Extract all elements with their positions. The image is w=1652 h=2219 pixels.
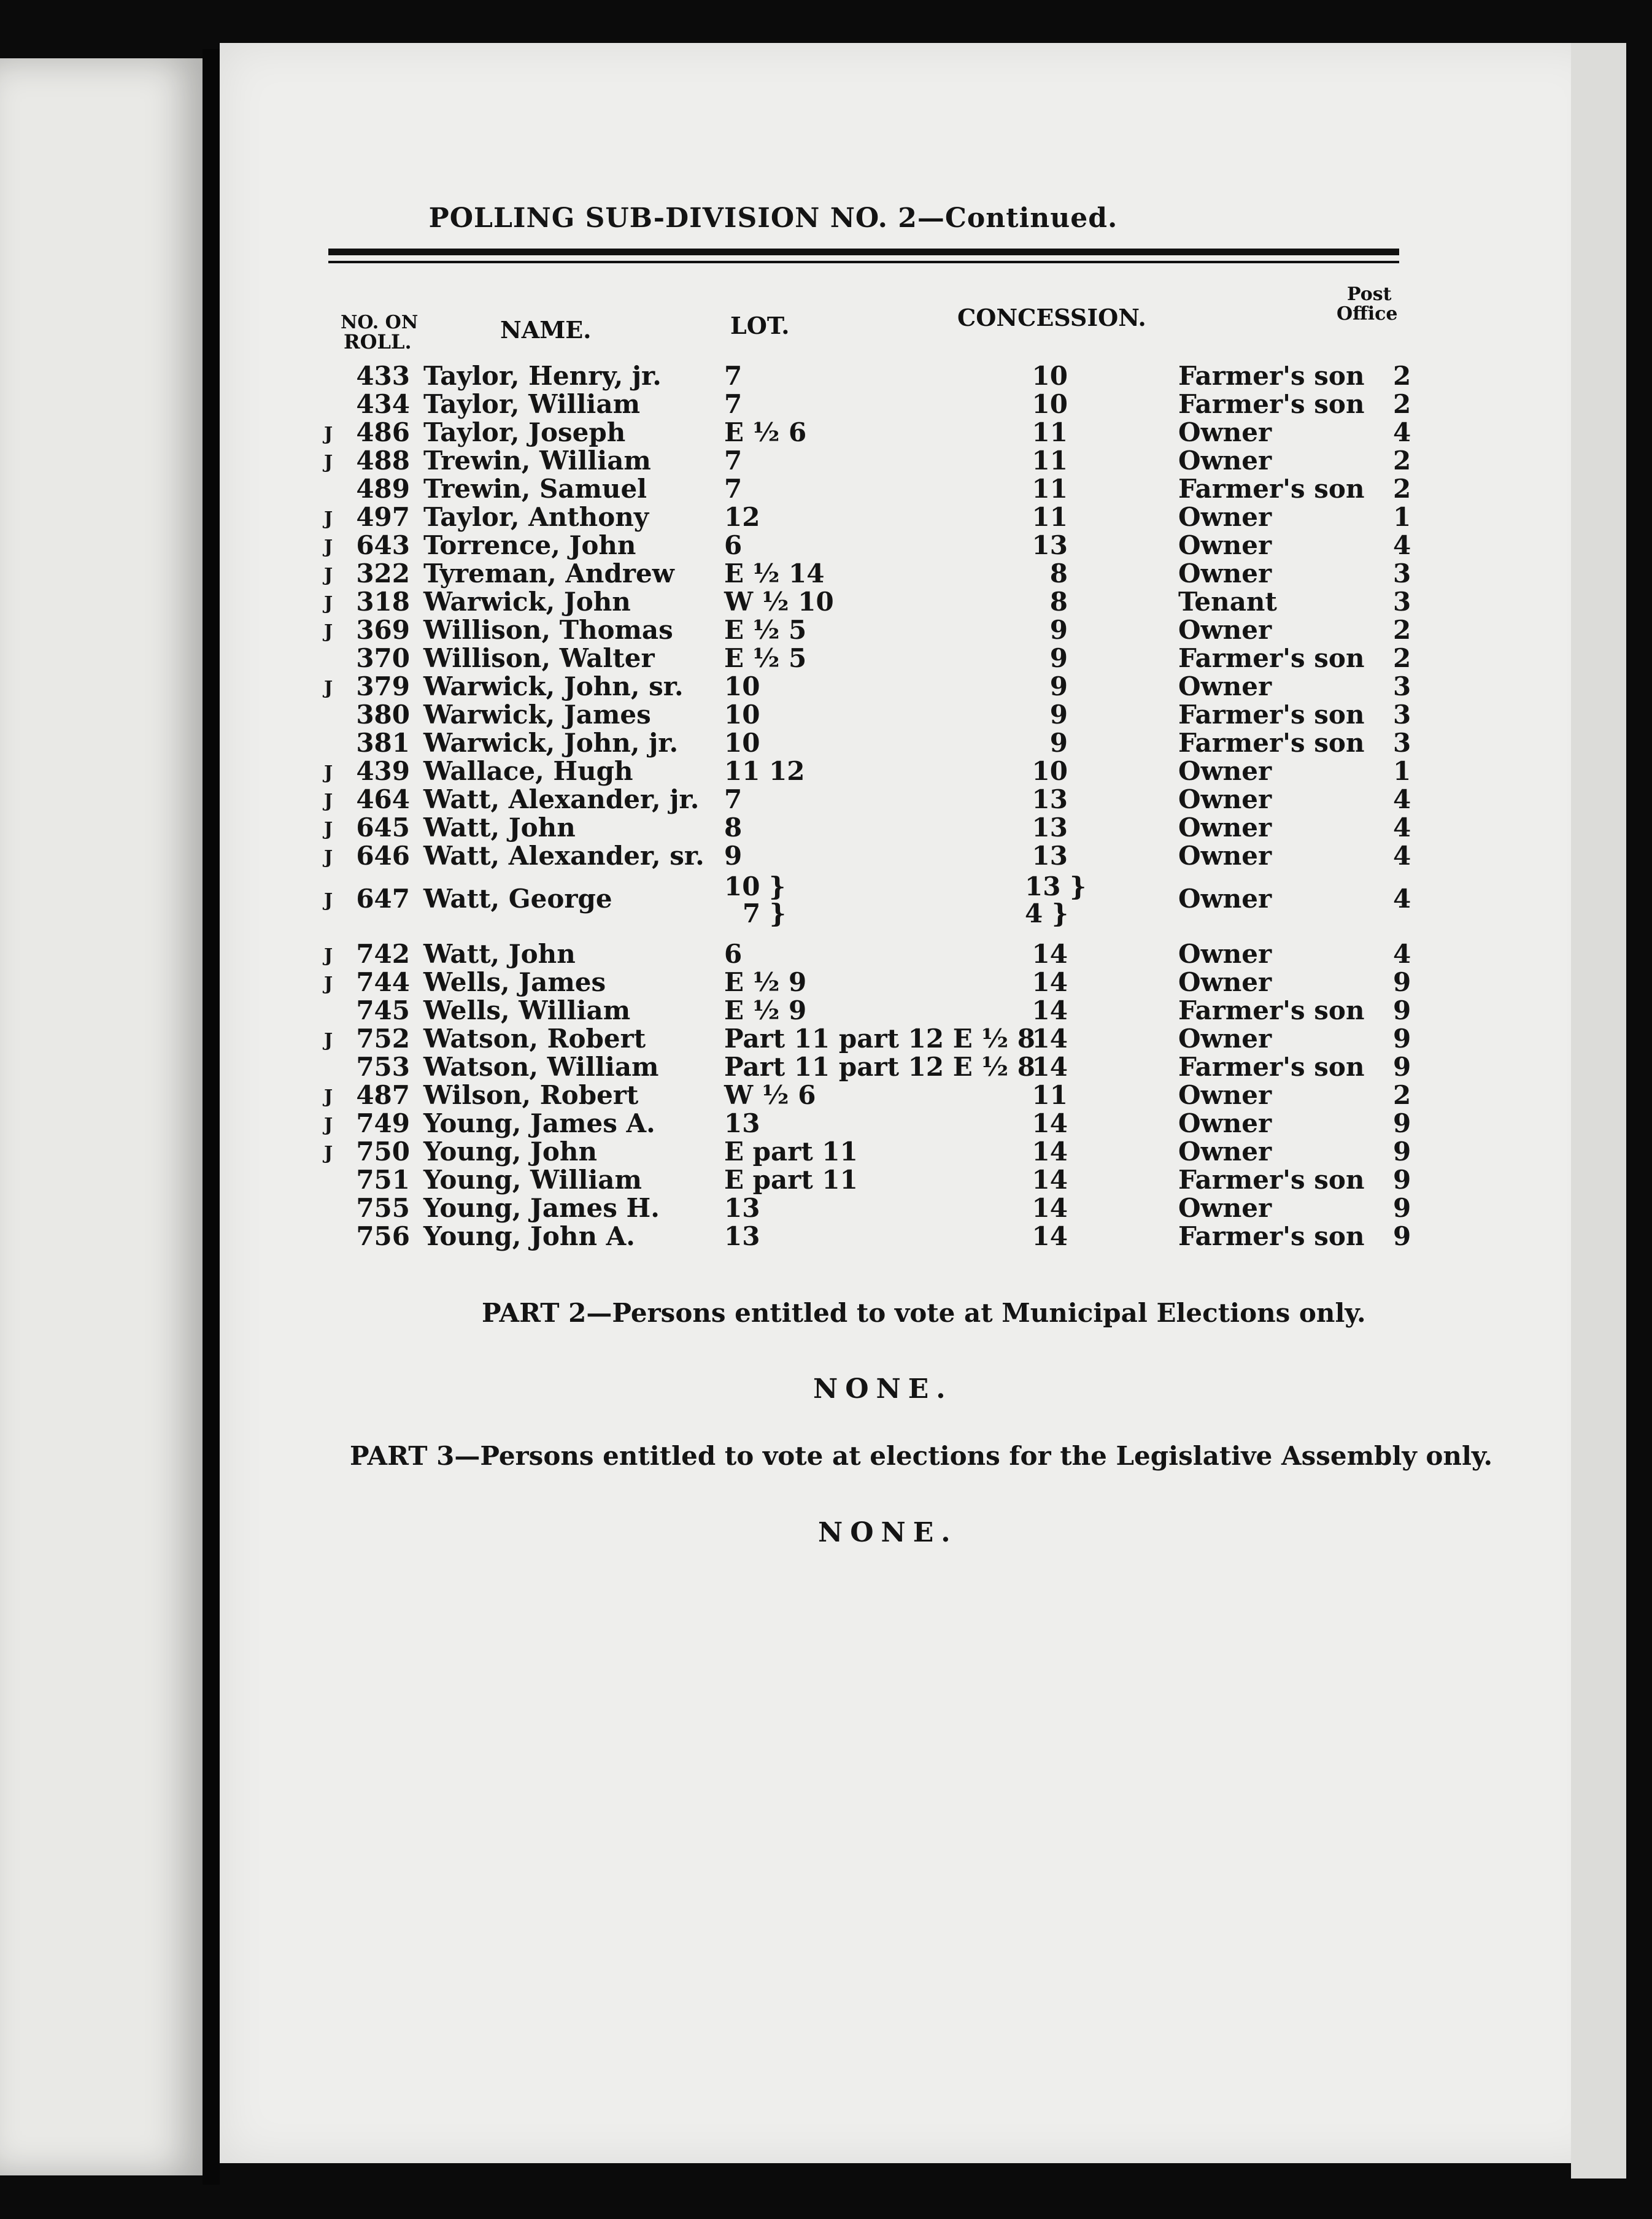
qualification: Owner xyxy=(1178,615,1272,645)
post-office: 4 xyxy=(1393,784,1411,814)
qualification: Farmer's son xyxy=(1178,643,1365,673)
voter-status-mark: J xyxy=(324,790,333,812)
voter-name: Taylor, Anthony xyxy=(423,502,649,532)
qualification: Owner xyxy=(1178,530,1272,560)
post-office: 9 xyxy=(1393,967,1411,997)
roll-number: 752 xyxy=(356,1024,410,1054)
table-row xyxy=(0,417,1652,446)
voter-status-mark: J xyxy=(324,945,333,967)
lot: 12 xyxy=(724,502,760,532)
table-row xyxy=(0,1080,1652,1108)
post-office: 2 xyxy=(1393,1080,1411,1110)
qualification: Farmer's son xyxy=(1178,1221,1365,1251)
concession: 11 xyxy=(1032,417,1068,447)
post-office: 9 xyxy=(1393,1024,1411,1054)
voter-status-mark: J xyxy=(324,593,333,614)
qualification: Owner xyxy=(1178,1137,1272,1167)
voter-name: Trewin, William xyxy=(423,446,651,476)
post-office: 9 xyxy=(1393,1193,1411,1223)
voter-name: Young, John xyxy=(423,1137,597,1167)
post-office: 2 xyxy=(1393,474,1411,504)
qualification: Owner xyxy=(1178,784,1272,814)
voter-status-mark: J xyxy=(324,508,333,530)
voter-name: Wells, William xyxy=(423,995,631,1025)
voter-status-mark: J xyxy=(324,890,333,911)
lot: E ½ 6 xyxy=(724,417,807,447)
voter-name: Torrence, John xyxy=(423,530,636,560)
roll-number: 322 xyxy=(356,558,410,589)
voter-name: Wells, James xyxy=(423,967,606,997)
voter-name: Willison, Thomas xyxy=(423,615,673,645)
lot: E ½ 5 xyxy=(724,615,807,645)
voter-name: Young, James A. xyxy=(423,1108,655,1138)
post-office: 3 xyxy=(1393,558,1411,589)
qualification: Farmer's son xyxy=(1178,361,1365,391)
lot: 6 xyxy=(724,939,743,969)
voter-name: Wilson, Robert xyxy=(423,1080,639,1110)
roll-number: 381 xyxy=(356,728,410,758)
qualification: Farmer's son xyxy=(1178,474,1365,504)
lot: 7 xyxy=(724,389,743,419)
qualification: Owner xyxy=(1178,446,1272,476)
voter-name: Watson, William xyxy=(423,1052,659,1082)
table-row xyxy=(0,643,1652,671)
roll-number: 750 xyxy=(356,1137,410,1167)
roll-number: 742 xyxy=(356,939,410,969)
voter-name: Watt, George xyxy=(423,884,612,914)
voter-name: Watt, John xyxy=(423,812,576,843)
qualification: Owner xyxy=(1178,1193,1272,1223)
post-office: 9 xyxy=(1393,995,1411,1025)
post-office: 9 xyxy=(1393,1052,1411,1082)
part-3-none: NONE. xyxy=(818,1517,958,1548)
voter-name: Watt, Alexander, sr. xyxy=(423,841,704,871)
table-row xyxy=(0,1193,1652,1221)
roll-number: 749 xyxy=(356,1108,410,1138)
concession: 11 xyxy=(1032,502,1068,532)
voter-name: Young, William xyxy=(423,1165,642,1195)
table-row xyxy=(0,1221,1652,1249)
table-row xyxy=(0,615,1652,643)
qualification: Owner xyxy=(1178,502,1272,532)
voter-name: Young, James H. xyxy=(423,1193,660,1223)
post-office: 4 xyxy=(1393,812,1411,843)
concession: 8 xyxy=(1049,558,1068,589)
lot: E part 11 xyxy=(724,1165,858,1195)
lot: E ½ 5 xyxy=(724,643,807,673)
qualification: Farmer's son xyxy=(1178,700,1365,730)
table-row xyxy=(0,1108,1652,1137)
col-header-roll-2: ROLL. xyxy=(344,330,412,353)
table-row xyxy=(0,587,1652,615)
concession: 9 xyxy=(1049,615,1068,645)
qualification: Owner xyxy=(1178,671,1272,701)
col-header-post-1: Post xyxy=(1347,284,1392,305)
voter-name: Watt, John xyxy=(423,939,576,969)
post-office: 9 xyxy=(1393,1221,1411,1251)
voter-name: Warwick, James xyxy=(423,700,651,730)
voter-status-mark: J xyxy=(324,677,333,699)
table-row xyxy=(0,671,1652,700)
voter-name: Warwick, John xyxy=(423,587,631,617)
roll-number: 756 xyxy=(356,1221,410,1251)
post-office: 2 xyxy=(1393,389,1411,419)
concession: 14 xyxy=(1032,1137,1068,1167)
post-office: 2 xyxy=(1393,446,1411,476)
table-row xyxy=(0,728,1652,756)
lot: 13 xyxy=(724,1221,760,1251)
lot: E ½ 14 xyxy=(724,558,825,589)
col-header-concession: CONCESSION. xyxy=(957,304,1146,331)
post-office: 9 xyxy=(1393,1108,1411,1138)
lot: W ½ 6 xyxy=(724,1080,816,1110)
lot: Part 11 part 12 E ½ 8 xyxy=(724,1024,1035,1054)
lot: E ½ 9 xyxy=(724,995,807,1025)
roll-number: 489 xyxy=(356,474,410,504)
roll-number: 369 xyxy=(356,615,410,645)
qualification: Owner xyxy=(1178,417,1272,447)
voter-name: Taylor, Joseph xyxy=(423,417,626,447)
voter-status-mark: J xyxy=(324,452,333,473)
concession: 14 xyxy=(1032,1024,1068,1054)
lot: 7 xyxy=(724,784,743,814)
table-row xyxy=(0,1137,1652,1165)
roll-number: 464 xyxy=(356,784,410,814)
roll-number: 488 xyxy=(356,446,410,476)
roll-number: 645 xyxy=(356,812,410,843)
qualification: Owner xyxy=(1178,756,1272,786)
lot: 9 xyxy=(724,841,743,871)
roll-number: 434 xyxy=(356,389,410,419)
qualification: Owner xyxy=(1178,1108,1272,1138)
post-office: 4 xyxy=(1393,530,1411,560)
post-office: 9 xyxy=(1393,1165,1411,1195)
col-header-lot: LOT. xyxy=(730,312,790,339)
roll-number: 647 xyxy=(356,884,410,914)
qualification: Tenant xyxy=(1178,587,1277,617)
lot: E ½ 9 xyxy=(724,967,807,997)
lot: Part 11 part 12 E ½ 8 xyxy=(724,1052,1035,1082)
table-row xyxy=(0,1052,1652,1080)
table-row xyxy=(0,967,1652,995)
voter-name: Wallace, Hugh xyxy=(423,756,633,786)
qualification: Owner xyxy=(1178,1080,1272,1110)
concession: 9 xyxy=(1049,671,1068,701)
concession: 14 xyxy=(1032,967,1068,997)
qualification: Owner xyxy=(1178,558,1272,589)
roll-number: 745 xyxy=(356,995,410,1025)
lot: 7 xyxy=(724,474,743,504)
table-row xyxy=(0,995,1652,1024)
voter-name: Warwick, John, jr. xyxy=(423,728,679,758)
qualification: Farmer's son xyxy=(1178,728,1365,758)
concession: 10 xyxy=(1032,756,1068,786)
roll-number: 744 xyxy=(356,967,410,997)
concession: 10 xyxy=(1032,389,1068,419)
table-row xyxy=(0,361,1652,389)
post-office: 4 xyxy=(1393,884,1411,914)
roll-number: 487 xyxy=(356,1080,410,1110)
concession: 13 } xyxy=(1025,871,1087,901)
lot: 11 12 xyxy=(724,756,805,786)
lot: 7 xyxy=(724,361,743,391)
table-row xyxy=(0,530,1652,558)
table-row xyxy=(0,812,1652,841)
table-row xyxy=(0,784,1652,812)
roll-number: 497 xyxy=(356,502,410,532)
concession: 14 xyxy=(1032,1165,1068,1195)
concession: 14 xyxy=(1032,1193,1068,1223)
qualification: Owner xyxy=(1178,1024,1272,1054)
voter-name: Taylor, William xyxy=(423,389,641,419)
concession: 13 xyxy=(1032,841,1068,871)
lot: 10 } xyxy=(724,871,786,901)
table-row xyxy=(0,756,1652,784)
post-office: 4 xyxy=(1393,841,1411,871)
concession: 10 xyxy=(1032,361,1068,391)
voter-name: Watt, Alexander, jr. xyxy=(423,784,700,814)
lot: 13 xyxy=(724,1193,760,1223)
concession: 14 xyxy=(1032,1052,1068,1082)
table-row xyxy=(0,841,1652,869)
voter-status-mark: J xyxy=(324,1114,333,1136)
post-office: 4 xyxy=(1393,417,1411,447)
voter-status-mark: J xyxy=(324,819,333,840)
roll-number: 643 xyxy=(356,530,410,560)
post-office: 2 xyxy=(1393,361,1411,391)
qualification: Owner xyxy=(1178,812,1272,843)
lot: 7 xyxy=(724,446,743,476)
table-row xyxy=(0,558,1652,587)
roll-number: 318 xyxy=(356,587,410,617)
voter-name: Warwick, John, sr. xyxy=(423,671,684,701)
lot: 13 xyxy=(724,1108,760,1138)
part-3-heading: PART 3—Persons entitled to vote at elections for the Legislative Assembly only. xyxy=(350,1441,1493,1471)
concession: 14 xyxy=(1032,995,1068,1025)
concession: 14 xyxy=(1032,1108,1068,1138)
voter-name: Willison, Walter xyxy=(423,643,655,673)
table-row xyxy=(0,389,1652,417)
table-row xyxy=(0,446,1652,474)
concession: 13 xyxy=(1032,784,1068,814)
qualification: Farmer's son xyxy=(1178,1052,1365,1082)
concession: 8 xyxy=(1049,587,1068,617)
qualification: Owner xyxy=(1178,841,1272,871)
concession: 9 xyxy=(1049,643,1068,673)
concession: 9 xyxy=(1049,728,1068,758)
col-header-post-2: Office xyxy=(1337,303,1398,325)
post-office: 3 xyxy=(1393,700,1411,730)
concession: 13 xyxy=(1032,530,1068,560)
voter-status-mark: J xyxy=(324,1086,333,1108)
concession: 14 xyxy=(1032,939,1068,969)
voter-status-mark: J xyxy=(324,973,333,995)
qualification: Farmer's son xyxy=(1178,389,1365,419)
post-office: 3 xyxy=(1393,728,1411,758)
post-office: 4 xyxy=(1393,939,1411,969)
table-row xyxy=(0,871,1652,928)
roll-number: 439 xyxy=(356,756,410,786)
table-row xyxy=(0,474,1652,502)
voter-name: Taylor, Henry, jr. xyxy=(423,361,662,391)
concession: 9 xyxy=(1049,700,1068,730)
col-header-roll-1: NO. ON xyxy=(341,312,419,333)
header-rule-thick xyxy=(328,249,1399,255)
roll-number: 379 xyxy=(356,671,410,701)
page-title: POLLING SUB-DIVISION NO. 2—Continued. xyxy=(428,203,1118,234)
voter-name: Tyreman, Andrew xyxy=(423,558,674,589)
roll-number: 433 xyxy=(356,361,410,391)
roll-number: 646 xyxy=(356,841,410,871)
lot: 6 xyxy=(724,530,743,560)
post-office: 1 xyxy=(1393,502,1411,532)
roll-number: 370 xyxy=(356,643,410,673)
post-office: 3 xyxy=(1393,671,1411,701)
concession: 14 xyxy=(1032,1221,1068,1251)
lot: E part 11 xyxy=(724,1137,858,1167)
voter-name: Watson, Robert xyxy=(423,1024,646,1054)
roll-number: 755 xyxy=(356,1193,410,1223)
lot: 8 xyxy=(724,812,743,843)
concession-second-line: 4 } xyxy=(1025,898,1068,928)
table-row xyxy=(0,1165,1652,1193)
voter-status-mark: J xyxy=(324,847,333,868)
qualification: Farmer's son xyxy=(1178,995,1365,1025)
post-office: 2 xyxy=(1393,643,1411,673)
voter-status-mark: J xyxy=(324,423,333,445)
concession: 11 xyxy=(1032,1080,1068,1110)
table-row xyxy=(0,1024,1652,1052)
voter-status-mark: J xyxy=(324,536,333,558)
part-2-heading: PART 2—Persons entitled to vote at Municipal Elections only. xyxy=(482,1298,1366,1328)
voter-name: Young, John A. xyxy=(423,1221,635,1251)
lot: 10 xyxy=(724,700,760,730)
post-office: 1 xyxy=(1393,756,1411,786)
table-row xyxy=(0,700,1652,728)
part-2-none: NONE. xyxy=(813,1373,953,1405)
roll-number: 753 xyxy=(356,1052,410,1082)
col-header-name: NAME. xyxy=(500,316,592,344)
qualification: Farmer's son xyxy=(1178,1165,1365,1195)
concession: 11 xyxy=(1032,474,1068,504)
roll-number: 751 xyxy=(356,1165,410,1195)
qualification: Owner xyxy=(1178,884,1272,914)
post-office: 9 xyxy=(1393,1137,1411,1167)
lot: W ½ 10 xyxy=(724,587,834,617)
concession: 13 xyxy=(1032,812,1068,843)
qualification: Owner xyxy=(1178,939,1272,969)
lot: 10 xyxy=(724,671,760,701)
voter-status-mark: J xyxy=(324,762,333,784)
roll-number: 486 xyxy=(356,417,410,447)
voter-status-mark: J xyxy=(324,565,333,586)
post-office: 2 xyxy=(1393,615,1411,645)
post-office: 3 xyxy=(1393,587,1411,617)
table-row xyxy=(0,502,1652,530)
lot: 10 xyxy=(724,728,760,758)
voter-name: Trewin, Samuel xyxy=(423,474,647,504)
lot-second-line: 7 } xyxy=(743,898,786,928)
voter-status-mark: J xyxy=(324,621,333,643)
voter-status-mark: J xyxy=(324,1030,333,1051)
voter-status-mark: J xyxy=(324,1143,333,1164)
qualification: Owner xyxy=(1178,967,1272,997)
roll-number: 380 xyxy=(356,700,410,730)
header-rule-thin xyxy=(328,261,1399,263)
table-row xyxy=(0,939,1652,967)
concession: 11 xyxy=(1032,446,1068,476)
